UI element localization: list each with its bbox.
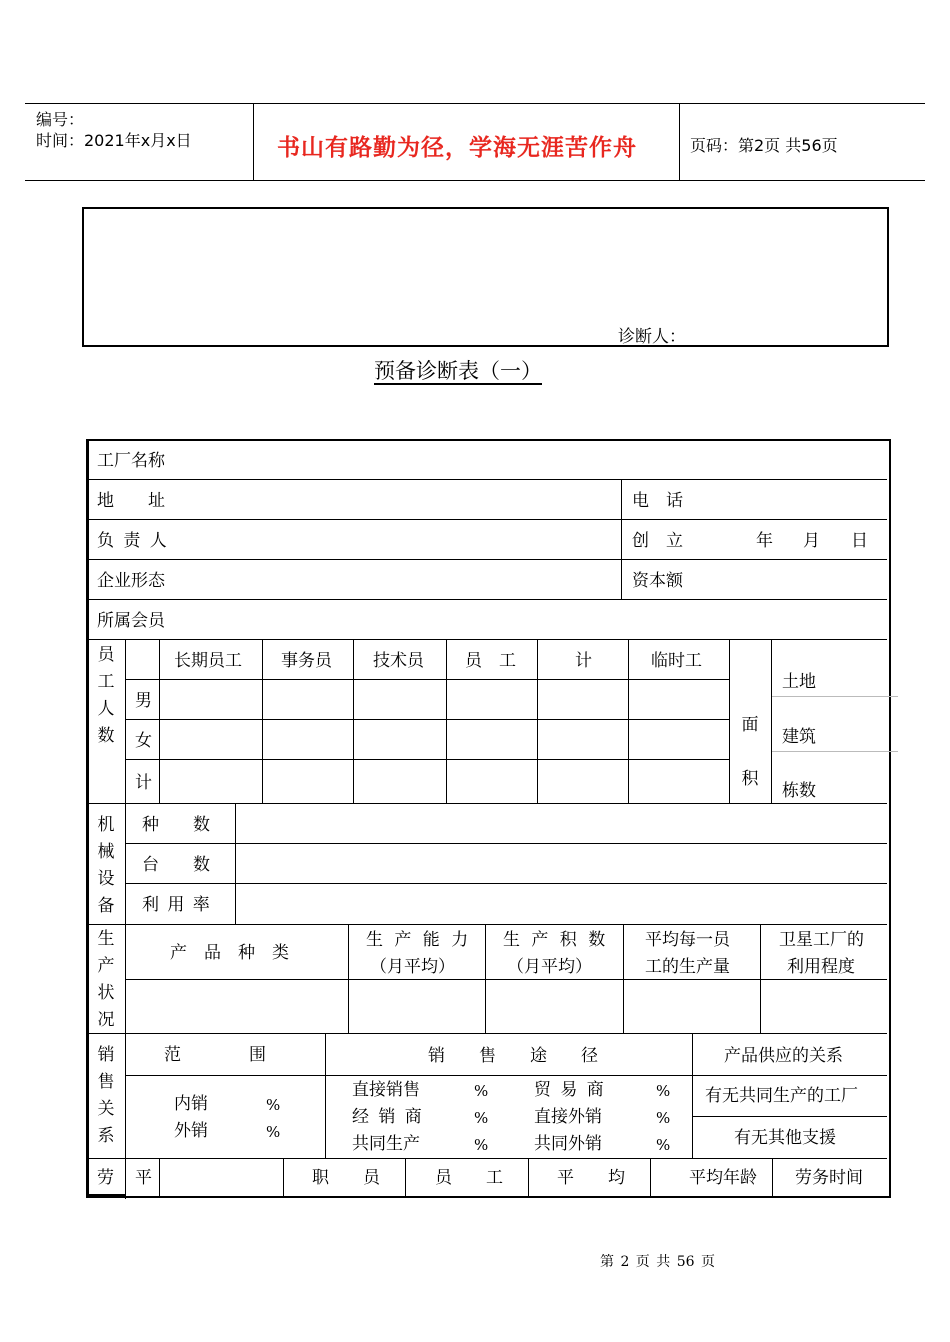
sales-trader-label: 贸 易 商 — [534, 1080, 604, 1100]
doc-time-label: 时间：2021年x月x日 — [36, 131, 192, 150]
staff-row-male: 男 — [135, 691, 152, 711]
header-divider-1 — [253, 103, 254, 181]
sales-dealer-pct: % — [474, 1109, 489, 1127]
founded-day-label: 日 — [851, 531, 868, 551]
sales-trader-pct: % — [656, 1082, 671, 1100]
production-side-label: 生产状况 — [97, 929, 115, 1030]
founded-label: 创 立 — [632, 531, 683, 551]
production-satellite-line2: 利用程度 — [787, 957, 855, 977]
sales-direct-export-pct: % — [656, 1109, 671, 1127]
production-satellite-line1: 卫星工厂的 — [779, 930, 864, 950]
sales-range-header: 范 围 — [164, 1045, 266, 1065]
header-top-rule — [25, 103, 925, 104]
staff-col-worker: 员 工 — [465, 651, 516, 671]
production-per-worker-line2: 工的生产量 — [645, 957, 730, 977]
production-volume-line1: 生 产 积 数 — [503, 930, 606, 950]
manager-label: 负 责 人 — [97, 531, 167, 551]
factory-name-label: 工厂名称 — [97, 451, 165, 471]
production-capacity-line2: （月平均） — [370, 957, 455, 977]
production-volume-line2: （月平均） — [507, 957, 592, 977]
sales-joint-export-label: 共同外销 — [534, 1134, 602, 1154]
labor-work-time-label: 劳务时间 — [795, 1168, 863, 1188]
area-building-label: 建筑 — [782, 727, 816, 747]
production-product-types: 产 品 种 类 — [170, 943, 289, 963]
staff-col-longterm: 长期员工 — [174, 651, 242, 671]
sales-direct-export-label: 直接外销 — [534, 1107, 602, 1127]
labor-side-label: 劳 — [97, 1168, 114, 1188]
labor-avg-age-label: 平均年龄 — [689, 1168, 757, 1188]
sales-dealer-label: 经 销 商 — [352, 1107, 422, 1127]
labor-staff-label: 职 员 — [312, 1168, 380, 1188]
production-per-worker-line1: 平均每一员 — [645, 930, 730, 950]
staff-row-female: 女 — [135, 731, 152, 751]
sales-side-label: 销售关系 — [97, 1045, 115, 1146]
diagnosis-box — [82, 207, 889, 347]
staff-col-temporary: 临时工 — [651, 651, 702, 671]
capital-label: 资本额 — [632, 571, 683, 591]
diagnoser-label: 诊断人： — [618, 327, 686, 347]
header-divider-2 — [679, 103, 680, 181]
production-capacity-line1: 生 产 能 力 — [366, 930, 469, 950]
page-info: 页码：第2页 共56页 — [690, 136, 838, 155]
labor-ping-label: 平 — [135, 1168, 152, 1188]
phone-label: 电 话 — [632, 491, 683, 511]
sales-direct-label: 直接销售 — [352, 1080, 420, 1100]
sales-other-support-label: 有无其他支援 — [734, 1128, 836, 1148]
staff-col-total: 计 — [575, 651, 592, 671]
sales-joint-factory-label: 有无共同生产的工厂 — [705, 1086, 858, 1106]
staff-col-technician: 技术员 — [373, 651, 424, 671]
form-title: 预备诊断表（一） — [374, 359, 542, 383]
sales-direct-pct: % — [474, 1082, 489, 1100]
machinery-types-label: 种 数 — [142, 815, 210, 835]
founded-year-label: 年 — [756, 531, 773, 551]
sales-export-label: 外销 — [174, 1121, 208, 1141]
machinery-units-label: 台 数 — [142, 855, 210, 875]
sales-supply-header: 产品供应的关系 — [724, 1046, 843, 1066]
address-label: 地 址 — [97, 491, 165, 511]
staff-side-label: 员工人数 — [97, 645, 115, 746]
area-count-label: 栋数 — [782, 781, 816, 801]
staff-col-clerk: 事务员 — [281, 651, 332, 671]
machinery-side-label: 机械设备 — [97, 815, 115, 916]
area-label: 面积 — [741, 715, 759, 789]
sales-joint-export-pct: % — [656, 1136, 671, 1154]
labor-average-label: 平 均 — [557, 1168, 625, 1188]
area-land-label: 土地 — [782, 672, 816, 692]
doc-number-label: 编号： — [36, 110, 85, 129]
sales-domestic-pct: % — [266, 1096, 281, 1114]
sales-channel-header: 销 售 途 径 — [428, 1046, 598, 1066]
sales-domestic-label: 内销 — [174, 1094, 208, 1114]
labor-worker-label: 员 工 — [435, 1168, 503, 1188]
footer-page-number: 第 2 页 共 56 页 — [600, 1254, 715, 1270]
header-bottom-rule — [25, 180, 925, 181]
sales-joint-production-pct: % — [474, 1136, 489, 1154]
header-motto: 书山有路勤为径，学海无涯苦作舟 — [277, 134, 637, 161]
member-of-label: 所属会员 — [97, 611, 165, 631]
machinery-utilization-label: 利 用 率 — [142, 895, 210, 915]
sales-joint-production-label: 共同生产 — [352, 1134, 420, 1154]
sales-export-pct: % — [266, 1123, 281, 1141]
staff-row-total: 计 — [135, 773, 152, 793]
enterprise-type-label: 企业形态 — [97, 571, 165, 591]
founded-month-label: 月 — [803, 531, 820, 551]
